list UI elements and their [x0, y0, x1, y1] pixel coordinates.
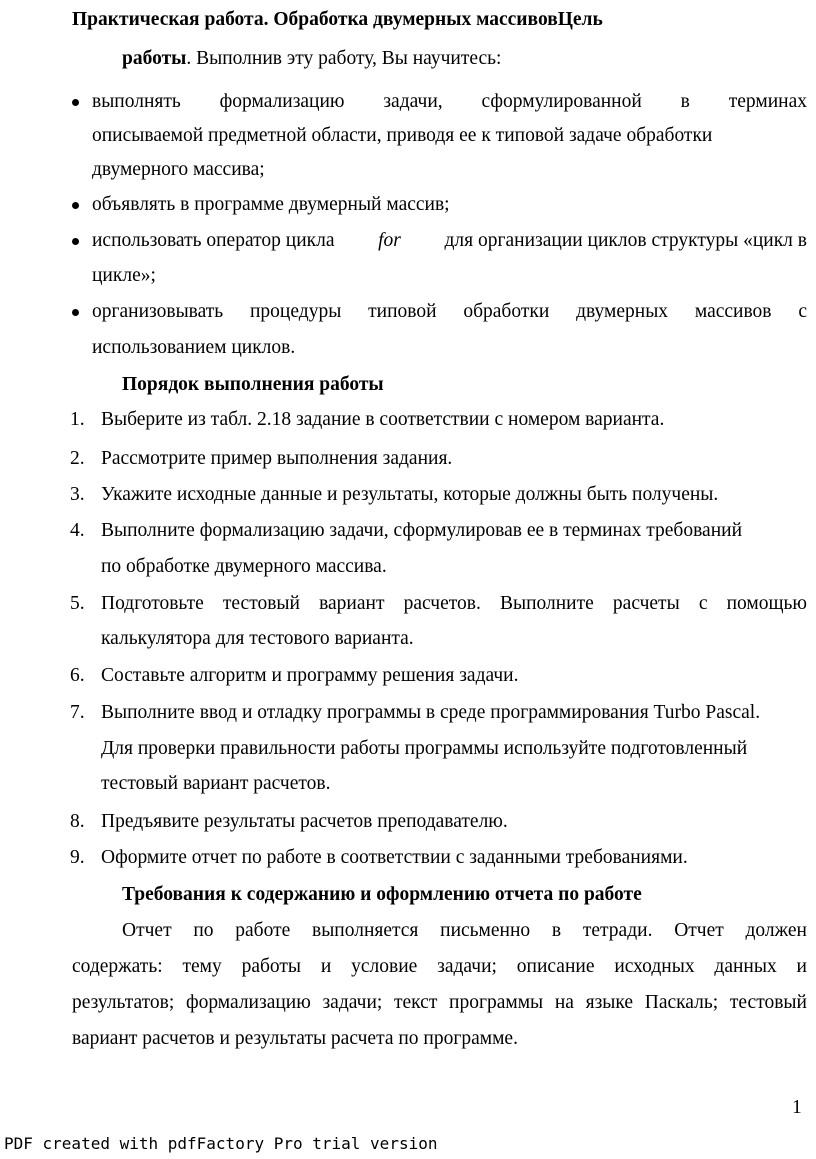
- step-7-line-1: Выполните ввод и отладку программы в среде программирования Turbo Pascal.: [101, 702, 761, 723]
- word: должен: [745, 920, 807, 941]
- word: помощью: [726, 593, 807, 614]
- step-5-line-2: калькулятора для тестового варианта.: [101, 628, 414, 649]
- step-4-line-1: Выполните формализацию задачи, сформулировав ее в терминах требований: [101, 520, 743, 541]
- step-number: 1.: [70, 409, 85, 430]
- word: задачи;: [437, 956, 497, 977]
- word: данных: [714, 956, 777, 977]
- step-9: Оформите отчет по работе в соответствии с заданными требованиями.: [101, 847, 688, 868]
- word: задачи,: [383, 91, 443, 112]
- goal-text: . Выполнив эту работу, Вы научитесь:: [186, 48, 502, 69]
- word: выполняется: [311, 920, 419, 941]
- word: массивов: [694, 301, 772, 322]
- word: Отчет: [122, 920, 172, 941]
- report-heading: Требования к содержанию и оформлению отчета по работе: [122, 884, 642, 905]
- word: выполнять: [92, 91, 181, 112]
- pdf-footer-watermark: PDF created with pdfFactory Pro trial version: [4, 1134, 438, 1153]
- bullet-icon: [72, 202, 79, 209]
- step-2: Рассмотрите пример выполнения задания.: [101, 448, 453, 469]
- word: типовой: [368, 301, 437, 322]
- word: вариант: [319, 593, 385, 614]
- word: процедуры: [250, 301, 342, 322]
- step-6: Составьте алгоритм и программу решения задачи.: [101, 665, 519, 686]
- word: тетради.: [582, 920, 653, 941]
- word: задачи;: [322, 992, 383, 1013]
- word: письменно: [440, 920, 531, 941]
- word: по: [193, 920, 214, 941]
- goal-label: работы: [122, 48, 187, 69]
- word: условие: [351, 956, 418, 977]
- word: программы: [449, 992, 544, 1013]
- word: формализацию: [185, 992, 311, 1013]
- word: терминах: [728, 91, 807, 112]
- step-7-line-2: Для проверки правильности работы программы используйте подготовленный: [101, 738, 748, 759]
- step-5-line-1: [101, 592, 807, 616]
- step-number: 3.: [70, 484, 85, 505]
- step-7-line-3: тестовый вариант расчетов.: [101, 773, 331, 794]
- word: с: [798, 301, 807, 322]
- goal-item-3-line-2: цикле»;: [92, 265, 156, 286]
- word: и: [796, 956, 807, 977]
- word: содержать:: [72, 956, 163, 977]
- report-line-3: [72, 991, 807, 1015]
- word: работы: [241, 956, 302, 977]
- word: и: [320, 956, 332, 977]
- word: описание: [516, 956, 595, 977]
- word: сформулированной: [481, 91, 642, 112]
- page-title: Практическая работа. Обработка двумерных массивовЦель: [72, 9, 603, 30]
- goal-item-4-line-2: использованием циклов.: [92, 337, 296, 358]
- step-4-line-2: по обработке двумерного массива.: [101, 556, 387, 577]
- word: тестовый: [729, 992, 807, 1013]
- word: работе: [235, 920, 291, 941]
- word: Паскаль;: [644, 992, 719, 1013]
- goal-item-1-line-1: [92, 90, 807, 114]
- report-line-4: вариант расчетов и результаты расчета по программе.: [72, 1028, 518, 1049]
- word: на: [554, 992, 574, 1013]
- word: Подготовьте: [101, 593, 204, 614]
- word: с: [698, 593, 708, 614]
- goal-item-1-line-3: двумерного массива;: [92, 159, 265, 180]
- word: тестовый: [222, 593, 300, 614]
- step-1: Выберите из табл. 2.18 задание в соответствии с номером варианта.: [101, 409, 665, 430]
- report-line-2: [72, 955, 807, 979]
- word: организовывать: [92, 301, 224, 322]
- word: расчеты: [612, 593, 680, 614]
- goal-item-1-line-2: описываемой предметной области, приводя ее к типовой задаче обработки: [92, 125, 713, 146]
- word: в: [680, 91, 690, 112]
- word: двумерных: [576, 301, 669, 322]
- step-8: Предъявите результаты расчетов преподавателю.: [101, 811, 508, 832]
- word: формализацию: [219, 91, 345, 112]
- step-number: 4.: [70, 520, 85, 541]
- bullet-icon: [72, 99, 79, 106]
- step-number: 8.: [70, 811, 85, 832]
- word: текст: [394, 992, 438, 1013]
- goal-item-3-line-1: использовать оператор цикла for для организации циклов структуры «цикл в: [92, 230, 807, 251]
- report-line-1: [122, 919, 807, 943]
- step-number: 7.: [70, 702, 85, 723]
- word: обработки: [463, 301, 550, 322]
- word: в: [551, 920, 562, 941]
- step-3: Укажите исходные данные и результаты, которые должны быть получены.: [101, 484, 719, 505]
- goal-item-2: объявлять в программе двумерный массив;: [92, 194, 450, 215]
- word: результатов;: [72, 992, 175, 1013]
- bullet-icon: [72, 309, 79, 316]
- word: Выполните: [499, 593, 594, 614]
- bullet-icon: [72, 238, 79, 245]
- step-number: 2.: [70, 448, 85, 469]
- page-number: 1: [792, 1097, 802, 1118]
- goal-item-4-line-1: [92, 300, 807, 324]
- word: Отчет: [674, 920, 724, 941]
- word: тему: [182, 956, 222, 977]
- for-keyword: for: [378, 230, 401, 251]
- word: расчетов.: [403, 593, 481, 614]
- word: исходных: [614, 956, 695, 977]
- step-number: 9.: [70, 847, 85, 868]
- goal-paragraph: [122, 47, 501, 71]
- procedure-heading: Порядок выполнения работы: [122, 374, 384, 395]
- word: языке: [585, 992, 634, 1013]
- step-number: 5.: [70, 593, 85, 614]
- step-number: 6.: [70, 665, 85, 686]
